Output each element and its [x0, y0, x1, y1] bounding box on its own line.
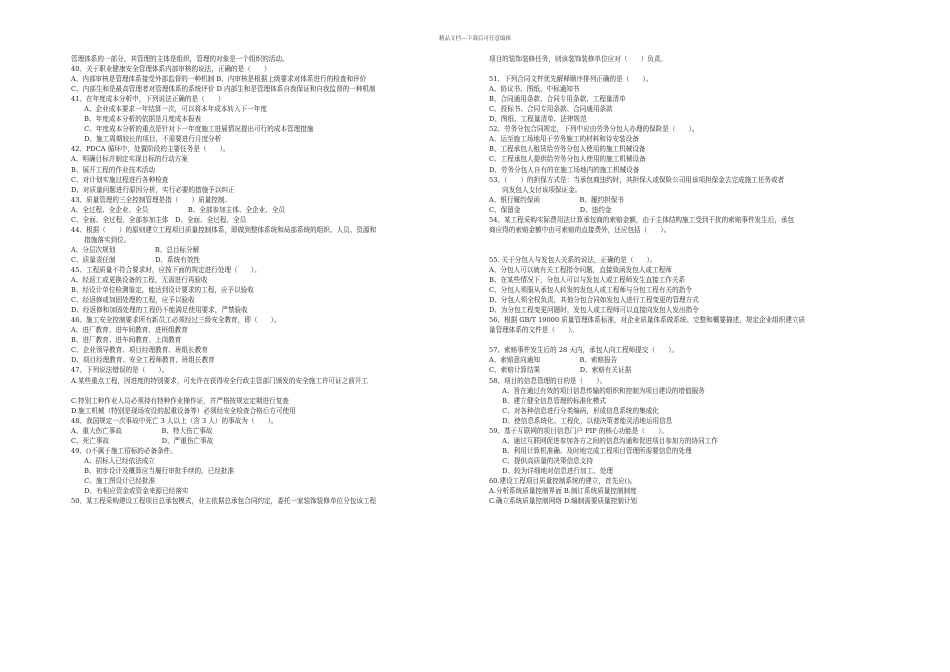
right-line-42: 60.建设工程项目质量控制系统的建立，首先应()。 [489, 476, 637, 485]
right-line-39: B、利用计算机准确、及时地完成工程项目管理所需要信息的处理 [489, 446, 692, 455]
left-line-38: C、死亡事故 D、严重伤亡事故 [71, 436, 214, 445]
right-line-29: 57、索赔事件发生后的 28 天内，承包人向工程师提交（ ）。 [489, 346, 679, 355]
left-line-12: C、对计划实施过程进行各种检查 [71, 175, 169, 184]
left-line-9: 42、PDCA 循环中，处置阶段的主要任务是（ ）。 [71, 145, 230, 154]
right-line-8: A、运至施工场地用于劳务施工的材料和待安装设备 [489, 135, 639, 144]
right-line-41: D、较为详细地对信息进行加工、处理 [489, 466, 613, 475]
right-line-17: 商应得的索赔金额中由可索赔的直接费外，还应包括（ ）。 [489, 225, 671, 234]
right-line-12: 53、（ ）的担保方式是：当承包商违约时，其担保人或保险公司用该项担保金去完成施工任务或者 [489, 175, 785, 184]
left-line-33 [71, 386, 464, 396]
right-line-40: C、提供高质量的决策信息支持 [489, 456, 593, 465]
right-line-6: D、图纸、工程量清单、法律规范 [489, 115, 587, 124]
right-line-33: A、旨在通过有效的项目信息传输的组织和控制为项目建设的增值服务 [489, 386, 705, 395]
left-line-4: 41、在年度成本分析中，下列说法正确的是（ ） [71, 95, 225, 104]
right-line-15: C、保留金 D、违约金 [489, 205, 612, 214]
left-line-21: 45、工程质量不符合要求时，应按下面的规定进行处理（ ）。 [71, 265, 261, 274]
right-line-38: A、通过互联网促进参加各方之间的信息沟通和促进项目参加方的协同工作 [489, 436, 718, 445]
left-line-32: A.某些重点工程，因进度的特别要求，可允许在获得安全行政主管部门颁发的安全施工许可证之前开工 [71, 376, 368, 385]
left-line-1: 40、关于职业健康安全管理体系内部审核的说法，正确的是（ ） [71, 65, 271, 74]
right-line-10: C、工程承包人提供给劳务分包人使用的施工机械设备 [489, 155, 646, 164]
left-line-42: C、施工图设计已经批准 [71, 476, 156, 485]
left-line-7: C、年度成本分析的重点是针对下一年度施工进展情况提出可行的成本管理措施 [71, 125, 314, 134]
right-line-27: 量管理体系的文件是（ ）。 [489, 326, 579, 335]
left-line-20: C、质量责任制 D、系统有效性 [71, 255, 201, 264]
left-line-26: 46、施工安全控制要求所有新员工必须经过三级安全教育，即（ ）。 [71, 316, 281, 325]
right-line-21: A、分包人可以就有关工程指令问题，直接致函发包人或工程师 [489, 265, 672, 274]
left-line-25: D、经返修和加固处理的工程仍不能满足使用要求，严禁验收 [71, 306, 248, 315]
left-line-43: D、有相应资金或资金来源已经落实 [71, 487, 189, 496]
right-line-1 [489, 64, 889, 74]
right-line-43: A.分析系统质量控制界面 B.制订系统质量控制制度 [489, 487, 637, 496]
right-line-26: 56、根据 GB/T 19000 质量管理体系标准，对企业质量体系做系统、完整和概要描述，规定企业组织建立质 [489, 316, 806, 325]
right-column [489, 54, 889, 506]
left-line-13: D、对质量问题进行原因分析，实行必要的措施予以纠正 [71, 185, 235, 194]
left-line-17: 44、根据（ ）的原则建立工程项目质量控制体系，即做到整体系统和局部系统的组织、人员、资源和 [71, 225, 377, 234]
left-line-40: A、招标人已经依法成立 [71, 456, 155, 465]
right-line-36: D、使信息系统化、工程化，以便决策者能灵活地运用信息 [489, 416, 673, 425]
right-line-34: B、建立健全信息管理的标准化模式 [489, 396, 606, 405]
left-line-37: A、重大伤亡事故 B、特大伤亡事故 [71, 426, 213, 435]
left-line-14: 43、质量管理的三全控制管理是指（ ）质量控制。 [71, 195, 232, 204]
right-line-0: 项目的装饰装修任务，则该装饰装修单位应对（ ）负责。 [489, 55, 668, 63]
right-line-31: C、索赔计算结果 D、索赔有关证据 [489, 366, 632, 375]
left-column [71, 54, 464, 506]
left-line-44: 50、某工程采购建设工程项目总承包模式，业主依据总承包合同约定，委托一家装饰装修单位分包该工程 [71, 497, 377, 506]
right-line-44: C.确立系统质量控制网络 D.编制需要质量控制计划 [489, 497, 638, 506]
right-line-23: C、分包人须服从承包人转发的发包人或工程师与分包工程有关的指令 [489, 286, 692, 295]
right-line-30: A、索赔意向通知 B、索赔报告 [489, 356, 618, 365]
right-line-20: 55. 关于分包人与发包人关系的说法，正确的是（ ）。 [489, 255, 657, 264]
left-line-27: A、进厂教育、进车间教育、进班组教育 [71, 326, 188, 335]
page-header: 精品文档---下载后可任意编辑 [439, 36, 511, 42]
left-line-29: C、企业领导教育、项目经理教育、班组长教育 [71, 346, 208, 355]
right-line-5: C、投标书、合同专用条款、合同通用条款 [489, 105, 613, 114]
left-line-35: D.施工机械（特别是现场安设的起重设备等）必须经安全检查合格后方可使用 [71, 406, 296, 415]
left-line-41: B、初步设计及概算应当履行审批手续的，已经批准 [71, 466, 235, 475]
right-line-7: 52、劳务分包合同规定，下列中应由劳务分包人办理的保险是（ ）。 [489, 125, 699, 134]
right-line-37: 59、基于互联网的项目信息门户 PIP 的核心功能是（ ）。 [489, 426, 669, 435]
left-line-30: D、项目经理教育、安全工程师教育、班组长教育 [71, 356, 215, 365]
left-line-24: C、经返修或加固处理的工程，应予以验收 [71, 296, 195, 305]
right-line-24: D、分包人须全权负责，其他分包合同如发包人进行工程变更的管理方式 [489, 296, 699, 305]
left-line-8: D、施工周期较长的项目，不需要进行月度分析 [71, 135, 222, 144]
right-line-19 [489, 245, 889, 255]
left-line-23: B、经设计单位检测鉴定，能达到设计要求的工程，应予以验收 [71, 286, 254, 295]
right-line-35: C、对各种信息进行分类编码，形成信息系统的集成化 [489, 406, 659, 415]
right-line-13: 向发包人支付该项保证金。 [489, 185, 582, 194]
left-line-31: 47、下列说法错误的是（ ）。 [71, 366, 169, 375]
left-line-10: A、明确目标并制定实现目标的行动方案 [71, 155, 188, 164]
right-line-4: B、合同通用条款、合同专用条款、工程量清单 [489, 95, 626, 104]
left-line-18: 措施落实到位。 [71, 235, 131, 244]
right-line-16: 54、某工程采购实际费用法计算承包商的索赔金额，由于主体结构施工受到干扰的索赔事件发生后，承包 [489, 215, 795, 224]
left-line-36: 48、我国规定一次事故中死亡 3 人以上（含 3 人）的事故为（ ）。 [71, 416, 278, 425]
left-line-39: 49、()不属于施工招标的必备条件。 [71, 446, 177, 455]
right-line-25: D、为分包工程变更问题时，发包人或工程师可以直接向发包人发出指令 [489, 306, 699, 315]
left-line-3: C、内部生和是最高管理者对管理体系的系统评价 D 内部生和是管理体系自我保证和自我监督的一种机制 [71, 85, 376, 94]
left-line-15: A、全过程、全企业、全员 B、全部参加主体、全企业、全员 [71, 205, 286, 214]
right-line-18 [489, 235, 889, 245]
left-line-34: C.特别工种作业人员必须持有特种作业操作证，并严格按规定定期进行复查 [71, 396, 289, 405]
right-line-22: B、在某些情况下，分包人可以与发包人或工程师发生直接工作关系 [489, 276, 686, 285]
left-line-16: C、全面、全过程、全部参加主体 D、全面、全过程、全员 [71, 215, 247, 224]
right-line-28 [489, 335, 889, 345]
right-line-3: A、协议书、图纸、中标通知书 [489, 85, 580, 94]
left-line-2: A、内部审核是管理体系接受外部监督的一种机制 B、内审核是根据上级要求对体系进行的检查和评价 [71, 75, 367, 84]
left-line-28: B、进厂教育、进车间教育、上岗教育 [71, 336, 182, 345]
left-line-5: A、企业成本要求一年结算一次，可以将本年成本转入下一年度 [71, 105, 267, 114]
left-line-0: 管理体系的一部分，其管理的主体是组织，管理的对象是一个组织的活动。 [71, 55, 289, 63]
right-line-11: D、劳务分包人自有的在施工场地内的施工机械设备 [489, 165, 640, 174]
right-line-2: 51、下列合同文件优先解释顺序排列正确的是（ ）。 [489, 75, 653, 84]
left-line-22: A、经返工或更换设备的工程，无需进行再验收 [71, 276, 208, 285]
left-line-11: B、展开工程的作业技术活动 [71, 165, 155, 174]
right-line-32: 58、项目的信息管理的目的是（ ）。 [489, 376, 607, 385]
left-line-19: A、分层次规划 B、总目标分解 [71, 245, 200, 254]
right-line-14: A、银行履约保函 B、履约担保书 [489, 195, 624, 204]
left-line-6: B、年度成本分析的依据是月度成本报表 [71, 115, 202, 124]
right-line-9: B、工程承包人租赁给劳务分包人使用的施工机械设备 [489, 145, 646, 154]
